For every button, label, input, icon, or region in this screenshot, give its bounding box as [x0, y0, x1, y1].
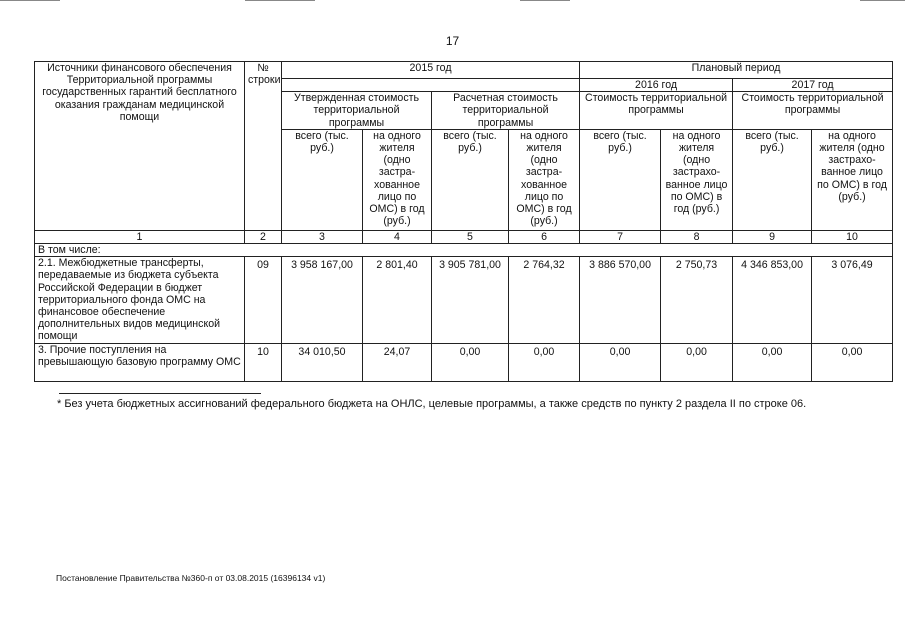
header-per-capita-6: на одного жителя (одно застра-хованное лицо по ОМС) в год (руб.): [509, 129, 580, 230]
row-value: 0,00: [432, 344, 509, 382]
column-number: 8: [661, 230, 733, 243]
financing-sources-table: [34, 61, 893, 382]
header-year-2017: 2017 год: [733, 79, 893, 92]
column-number: 3: [282, 230, 363, 243]
scan-top-edge-line: [245, 0, 315, 1]
header-row-number: № строки: [245, 62, 282, 231]
header-year-2015: 2015 год: [282, 62, 580, 79]
column-number: 1: [35, 230, 245, 243]
header-per-capita-4: на одного жителя (одно застра-хованное лицо по ОМС) в год (руб.): [363, 129, 432, 230]
scan-top-edge-line: [0, 0, 60, 1]
footnote-divider: [59, 393, 261, 394]
column-number: 10: [812, 230, 893, 243]
row-value: 3 958 167,00: [282, 257, 363, 344]
column-number: 4: [363, 230, 432, 243]
table-row: [35, 257, 893, 344]
column-number: 5: [432, 230, 509, 243]
header-cost-2016: Стоимость территориальной программы: [580, 92, 733, 130]
header-cost-2017: Стоимость территориальной программы: [733, 92, 893, 130]
row-value: 34 010,50: [282, 344, 363, 382]
row-label: 2.1. Межбюджетные трансферты, передаваемые из бюджета субъекта Российской Федерации в бюджет территориального фонда ОМС на финансовое обеспечение дополнительных видов медицинской помощи: [35, 257, 245, 344]
row-value: 24,07: [363, 344, 432, 382]
row-number: 10: [245, 344, 282, 382]
row-value: 0,00: [580, 344, 661, 382]
row-value: 2 764,32: [509, 257, 580, 344]
header-total-9: всего (тыс. руб.): [733, 129, 812, 230]
including-row: [35, 244, 893, 257]
row-value: 2 750,73: [661, 257, 733, 344]
page-number: 17: [445, 34, 460, 48]
row-number: 09: [245, 257, 282, 344]
row-value: 0,00: [733, 344, 812, 382]
row-value: 0,00: [509, 344, 580, 382]
header-year-2016: 2016 год: [580, 79, 733, 92]
column-number: 2: [245, 230, 282, 243]
row-label: 3. Прочие поступления на превышающую базовую программу ОМС: [35, 344, 245, 382]
row-value: 3 886 570,00: [580, 257, 661, 344]
column-number: 7: [580, 230, 661, 243]
header-per-capita-8: на одного жителя (одно застрахо-ванное лицо по ОМС) в год (руб.): [661, 129, 733, 230]
including-label: В том числе:: [35, 244, 893, 257]
header-total-3: всего (тыс. руб.): [282, 129, 363, 230]
header-total-5: всего (тыс. руб.): [432, 129, 509, 230]
table-row: [35, 344, 893, 382]
row-value: 0,00: [661, 344, 733, 382]
header-plan-period: Плановый период: [580, 62, 893, 79]
scan-top-edge-line: [860, 0, 905, 1]
row-value: 2 801,40: [363, 257, 432, 344]
header-calculated-cost: Расчетная стоимость территориальной программы: [432, 92, 580, 130]
header-per-capita-10: на одного жителя (одно застрахо-ванное лицо по ОМС) в год (руб.): [812, 129, 893, 230]
row-value: 3 905 781,00: [432, 257, 509, 344]
row-value: 3 076,49: [812, 257, 893, 344]
header-approved-cost: Утвержденная стоимость территориальной программы: [282, 92, 432, 130]
document-reference-note: Постановление Правительства №360-п от 03.08.2015 (16396134 v1): [56, 573, 326, 583]
header-total-7: всего (тыс. руб.): [580, 129, 661, 230]
header-year-2015-spacer: [282, 79, 580, 92]
column-number: 9: [733, 230, 812, 243]
row-value: 4 346 853,00: [733, 257, 812, 344]
row-value: 0,00: [812, 344, 893, 382]
footnote: * Без учета бюджетных ассигнований федерального бюджета на ОНЛС, целевые программы, а также средств по пункту 2 раздела II по строке 06.: [57, 398, 807, 410]
column-number: 6: [509, 230, 580, 243]
column-number-row: [35, 230, 893, 243]
scan-top-edge-line: [520, 0, 570, 1]
header-source: Источники финансового обеспечения Территориальной программы государственных гарантий бесплатного оказания гражданам медицинской помощи: [35, 62, 245, 231]
